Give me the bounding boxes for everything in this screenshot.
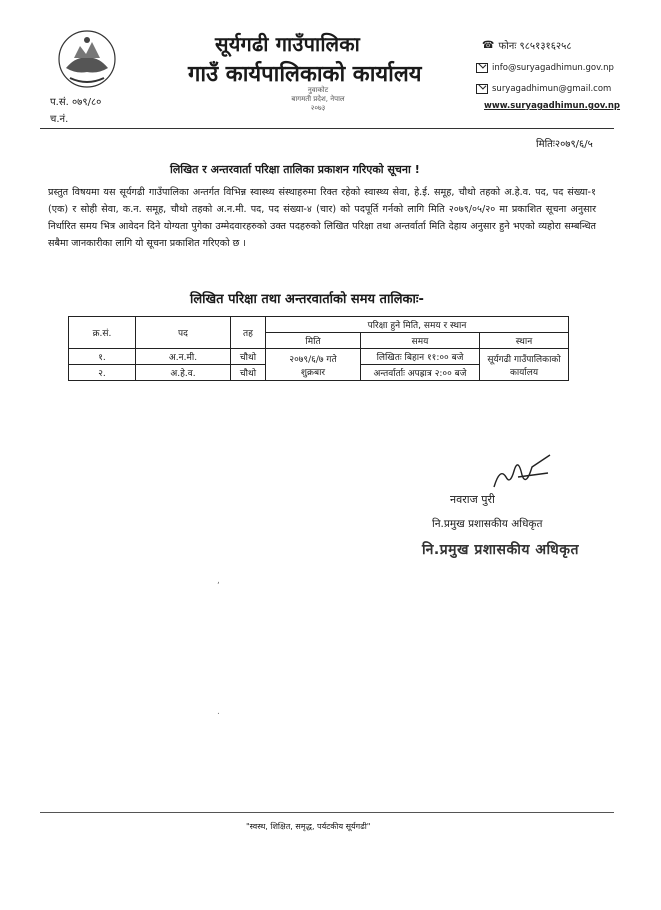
signer-title: नि.प्रमुख प्रशासकीय अधिकृत: [432, 518, 543, 530]
cell-level: चौथो: [231, 365, 266, 381]
footer-slogan: "स्वस्थ, शिक्षित, समृद्ध, पर्यटकीय सूर्यगढी": [246, 822, 371, 831]
email-contact-2: [476, 84, 611, 94]
col-header-group: परिक्षा हुने मिति, समय र स्थान: [266, 317, 569, 333]
exam-place-line1: सूर्यगढी गाउँपालिकाको: [487, 354, 561, 365]
seal-line: नुवाकोट: [307, 86, 329, 94]
signer-name: नवराज पुरी: [450, 493, 495, 506]
cell-sn: २.: [69, 365, 136, 381]
col-header-post: पद: [136, 317, 231, 349]
cell-time: अन्तर्वार्ताः अपह्रात्र २:०० बजे: [361, 365, 480, 381]
office-name: गाउँ कार्यपालिकाको कार्यालय: [188, 62, 422, 87]
seal-text: [258, 86, 378, 113]
cell-time: लिखितः बिहान ११:०० बजे: [361, 349, 480, 365]
official-stamp: नि.प्रमुख प्रशासकीय अधिकृत: [422, 542, 579, 558]
cell-sn: १.: [69, 349, 136, 365]
phone-number: फोनः ९८५१३१६२५८: [498, 41, 572, 52]
chalani-number: च.नं.: [50, 114, 69, 125]
email-contact-1: [476, 63, 614, 73]
cell-post: अ.हे.व.: [136, 365, 231, 381]
cell-post: अ.न.मी.: [136, 349, 231, 365]
website-link[interactable]: www.suryagadhimun.gov.np: [484, 101, 621, 111]
cell-level: चौथो: [231, 349, 266, 365]
nepal-emblem-logo: [56, 28, 118, 90]
patra-sankhya: प.सं. ०७९/८०: [50, 97, 102, 108]
exam-schedule-table: [68, 316, 569, 381]
table-header-row: [69, 317, 569, 333]
mail-icon: [476, 84, 488, 94]
phone-contact: [482, 38, 572, 52]
footer-divider: [40, 812, 614, 813]
notice-body: प्रस्तुत विषयमा यस सूर्यगढी गाउँपालिका अन्तर्गत विभिन्न स्वास्थ्य संस्थाहरुमा रिक्त रहेको स्वास्थ्य सेवा, हे.ई. समूह, चौथो तहको अ.हे.व. पद, पद संख्या-१ (एक) र सोही सेवा, क.न. समूह, चौथो तहको अ.न.मी. पद, पद संख्या-४ (चार) को पदपूर्ति गर्नको लागि मिति २०७९/०५/२० मा प्रकाशित सूचना अनुसार निर्धारित समय भित्र आवेदन दिने योग्यता पुगेका उम्मेदवारहरुको उक्त पदहरुको लिखित परिक्षा तथा अन्तर्वार्ता मिति देहाय अनुसार हुने भएको व्यहोरा सम्बन्धित सबैमा जानकारीका लागि यो सूचना प्रकाशित गरिएको छ ।: [48, 187, 596, 249]
stray-mark: .: [217, 707, 220, 717]
table-heading: लिखित परिक्षा तथा अन्तरवार्ताको समय तालिकाः-: [190, 292, 424, 307]
col-header-level: तह: [231, 317, 266, 349]
seal-line: २०७३: [310, 104, 326, 112]
seal-line: बागमती प्रदेश, नेपाल: [291, 95, 345, 103]
municipality-name: सूर्यगढी गाउँपालिका: [215, 32, 361, 56]
notice-date: मितिः२०७९/६/५: [536, 139, 593, 150]
mail-icon: [476, 63, 488, 73]
header-divider: [40, 128, 614, 129]
exam-day: शुक्रबार: [300, 367, 326, 378]
stray-mark: ,: [217, 576, 220, 586]
email-address-1[interactable]: info@suryagadhimun.gov.np: [492, 63, 614, 73]
cell-date: [266, 349, 361, 381]
col-header-place: स्थान: [480, 333, 569, 349]
col-header-date: मिति: [266, 333, 361, 349]
col-header-time: समय: [361, 333, 480, 349]
phone-icon: ☎: [482, 39, 495, 51]
col-header-sn: क्र.सं.: [69, 317, 136, 349]
cell-place: [480, 349, 569, 381]
email-address-2[interactable]: suryagadhimun@gmail.com: [492, 84, 612, 94]
notice-subject: लिखित र अन्तरवार्ता परिक्षा तालिका प्रकाशन गरिएको सूचना !: [170, 163, 420, 176]
exam-place-line2: कार्यालय: [509, 367, 539, 378]
handwritten-signature: [488, 447, 558, 495]
exam-date: २०७९/६/७ गते: [289, 354, 337, 365]
table-row: [69, 349, 569, 365]
